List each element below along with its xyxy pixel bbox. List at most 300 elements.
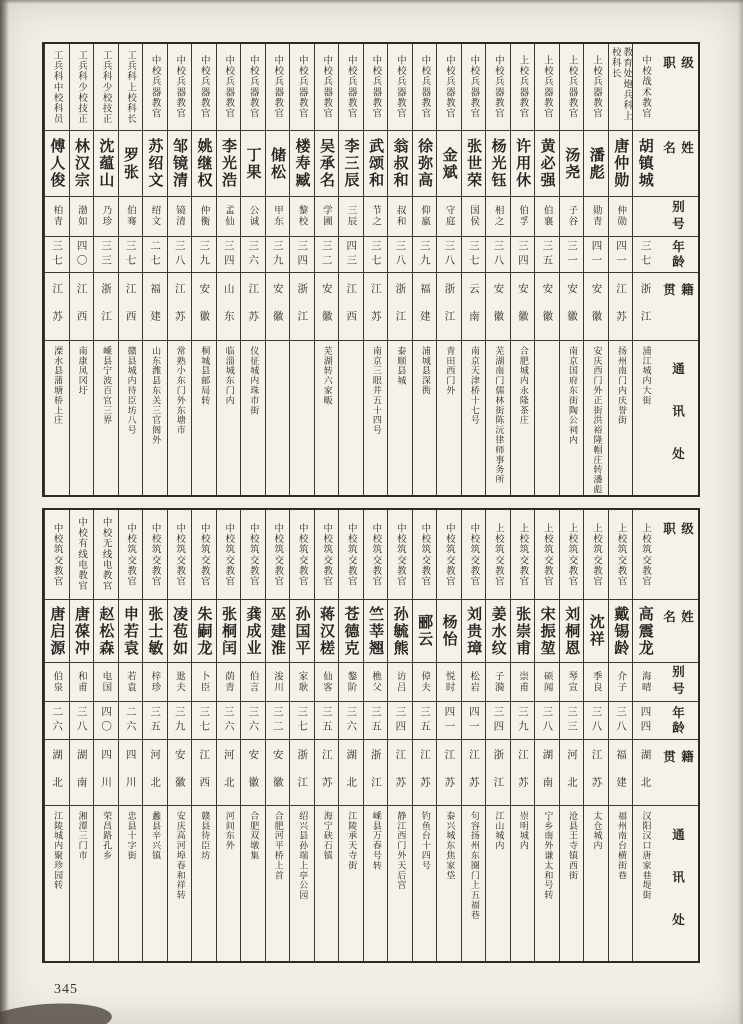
rank-cell: [364, 510, 388, 600]
origin-cell: [168, 273, 192, 341]
alias-text: 三辰: [345, 205, 357, 228]
person-column: [191, 44, 216, 495]
alias-cell: [633, 197, 657, 237]
address-text: 宁乡南外谦太和号转: [542, 811, 553, 901]
name-cell: [192, 600, 216, 663]
rank-text: 中校无线电教官: [100, 517, 112, 592]
name-text: 申若袁: [121, 605, 140, 657]
address-cell: [70, 806, 94, 961]
alias-cell: [266, 663, 290, 702]
address-cell: [339, 806, 363, 961]
name-text: 杨怡: [440, 614, 459, 648]
rank-cell: [413, 510, 437, 600]
address-text: 福州南台横街巷: [615, 811, 626, 881]
address-text: 嵊县宁波百官三界: [101, 346, 112, 426]
age-cell: [633, 237, 657, 273]
address-cell: [462, 806, 486, 961]
name-text: 潘彪: [587, 146, 606, 181]
name-cell: [217, 600, 241, 663]
alias-cell: [143, 197, 167, 237]
person-column: [167, 510, 192, 961]
rank-text: 中校兵器教官: [492, 55, 504, 119]
alias-text: 节之: [370, 205, 382, 228]
origin-cell: [388, 740, 412, 806]
scan-edge-top: [0, 0, 743, 4]
age-text: 三九: [173, 706, 186, 735]
rank-cell: [609, 510, 633, 600]
name-cell: [388, 600, 412, 663]
address-text: 仪征城内珠市街: [248, 346, 259, 416]
rank-cell: [437, 510, 461, 600]
age-cell: [143, 237, 167, 273]
origin-text: 浙江: [100, 283, 113, 338]
name-text: 储松: [269, 146, 287, 181]
address-text: 荣昌路孔乡: [101, 811, 112, 861]
name-text: 刘贵璋: [465, 605, 484, 657]
alias-cell: [437, 197, 461, 237]
alias-text: 介子: [615, 670, 627, 694]
row-header-rank: [657, 510, 698, 600]
alias-cell: [119, 663, 143, 702]
alias-text: 卜臣: [198, 670, 210, 694]
age-cell: [266, 702, 290, 740]
row-header-age: [657, 237, 698, 273]
name-text: 巫建淮: [269, 605, 287, 657]
person-column: [363, 44, 388, 495]
age-cell: [192, 237, 216, 273]
origin-cell: [339, 273, 363, 341]
address-text: 扬州南门内庆誉街: [615, 346, 626, 426]
age-cell: [388, 237, 412, 273]
origin-text: 江苏: [173, 283, 186, 338]
address-cell: [168, 341, 192, 495]
name-cell: [315, 600, 339, 663]
address-cell: [315, 341, 339, 495]
name-cell: [609, 131, 633, 197]
alias-text: 伯孚: [517, 205, 529, 228]
origin-text: 河北: [149, 749, 162, 804]
address-cell: [266, 806, 290, 961]
row-header-origin: [657, 740, 698, 806]
origin-text: 云南: [467, 283, 480, 338]
origin-text: 江苏: [443, 749, 456, 804]
origin-cell: [94, 273, 118, 341]
age-cell: [290, 702, 314, 740]
name-text: 唐启源: [48, 605, 67, 657]
name-text: 朱嗣龙: [195, 605, 214, 657]
person-column: [412, 44, 437, 495]
name-cell: [437, 131, 461, 197]
address-text: 浦城县深衖: [419, 346, 430, 396]
origin-cell: [633, 273, 657, 341]
person-column: [461, 510, 486, 961]
person-column: [142, 510, 167, 961]
origin-cell: [437, 740, 461, 806]
alias-text: 海晴: [639, 670, 651, 694]
age-text: 三七: [639, 240, 652, 269]
name-cell: [560, 600, 584, 663]
row-header-column: [657, 44, 698, 495]
age-cell: [584, 702, 608, 740]
person-column: [69, 510, 94, 961]
person-column: [216, 510, 241, 961]
rank-text: 中校兵器教官: [419, 55, 431, 119]
alias-text: 家耿: [296, 670, 308, 694]
person-column: [608, 44, 633, 495]
address-text: 钓鱼台十四号: [419, 811, 430, 871]
origin-cell: [241, 273, 265, 341]
name-cell: [192, 131, 216, 197]
alias-cell: [364, 663, 388, 702]
rank-text: 中校筑交教官: [149, 522, 161, 587]
address-text: 临淄城东门内: [223, 346, 234, 406]
rank-text: 上校筑交教官: [615, 522, 627, 587]
rank-text: 中校筑交教官: [223, 522, 235, 587]
alias-cell: [266, 197, 290, 237]
name-text: 张世荣: [465, 138, 484, 189]
age-text: 四一: [443, 706, 456, 735]
address-cell: [511, 806, 535, 961]
name-cell: [241, 600, 265, 663]
address-cell: [364, 806, 388, 961]
rank-cell: [241, 44, 265, 131]
row-header-address: [657, 806, 698, 961]
alias-cell: [168, 197, 192, 237]
age-text: 四〇: [75, 240, 88, 269]
name-text: 宋振堃: [538, 605, 557, 657]
name-cell: [290, 600, 314, 663]
origin-cell: [413, 740, 437, 806]
person-column: [289, 44, 314, 495]
alias-cell: [339, 663, 363, 702]
name-text: 赵松森: [97, 605, 116, 657]
name-cell: [266, 600, 290, 663]
rank-text: 上校筑交教官: [566, 522, 578, 587]
name-text: 凌苞如: [170, 605, 189, 657]
roster-table-bottom: [42, 508, 700, 963]
alias-text: 伯言: [247, 670, 259, 694]
rank-cell: [560, 44, 584, 131]
address-text: 南康凤冈圩: [76, 346, 87, 396]
address-text: 合肥河平桥上首: [272, 811, 283, 881]
person-column: [93, 44, 118, 495]
alias-cell: [388, 197, 412, 237]
age-cell: [266, 237, 290, 273]
age-text: 三八: [614, 706, 627, 735]
address-cell: [217, 806, 241, 961]
address-cell: [413, 341, 437, 495]
age-cell: [217, 702, 241, 740]
name-cell: [315, 131, 339, 197]
address-text: 静江西门外天后宫: [395, 811, 406, 891]
person-column: [559, 510, 584, 961]
person-column: [265, 510, 290, 961]
address-text: 芜湖南门儒林街陈沅律师事务所: [493, 346, 504, 485]
rank-text: 上校筑交教官: [492, 522, 504, 587]
alias-text: 仲衡: [198, 205, 210, 228]
alias-text: 梓珍: [149, 670, 161, 694]
age-cell: [241, 702, 265, 740]
scan-edge-left: [0, 0, 9, 1024]
name-cell: [94, 131, 118, 197]
rank-text: 中校筑交教官: [174, 522, 186, 587]
rank-text: 工兵科少校技正: [100, 49, 112, 125]
origin-text: 浙江: [639, 283, 652, 338]
rank-cell: [217, 44, 241, 131]
alias-text: 绍文: [149, 205, 161, 228]
row-header-origin-label: 籍贯: [661, 283, 695, 318]
origin-text: 四川: [100, 749, 113, 804]
rank-text: 中校筑交教官: [468, 522, 480, 587]
age-text: 三九: [271, 240, 284, 269]
origin-cell: [143, 273, 167, 341]
person-column: [314, 44, 339, 495]
alias-cell: [584, 663, 608, 702]
name-text: 翁叔和: [391, 138, 410, 189]
origin-cell: [315, 740, 339, 806]
row-header-name: [657, 600, 698, 663]
row-header-alias-label: 别号: [670, 665, 686, 699]
age-text: 三五: [149, 706, 162, 735]
address-cell: [290, 806, 314, 961]
name-cell: [486, 131, 510, 197]
rank-cell: [462, 44, 486, 131]
address-cell: [266, 341, 290, 495]
age-cell: [339, 237, 363, 273]
address-text: 安庆高河埠春和祥转: [174, 811, 185, 901]
age-cell: [94, 237, 118, 273]
alias-text: 仙客: [321, 670, 333, 694]
age-text: 三六: [247, 706, 260, 735]
age-cell: [290, 237, 314, 273]
name-cell: [266, 131, 290, 197]
name-cell: [584, 600, 608, 663]
address-text: 江山城内: [493, 811, 504, 851]
origin-text: 江苏: [51, 283, 64, 338]
age-cell: [511, 237, 535, 273]
address-cell: [290, 341, 314, 495]
name-text: 张桐闰: [219, 605, 238, 657]
origin-cell: [364, 740, 388, 806]
name-text: 蒋汉槎: [318, 605, 337, 657]
name-cell: [388, 131, 412, 197]
person-column: [608, 510, 633, 961]
origin-cell: [290, 273, 314, 341]
rank-text: 上校兵器教官: [590, 55, 602, 119]
origin-text: 江西: [124, 283, 137, 338]
name-text: 唐仲勋: [612, 138, 631, 189]
alias-text: 伯泉: [51, 670, 63, 694]
origin-cell: [462, 273, 486, 341]
origin-cell: [315, 273, 339, 341]
name-cell: [94, 600, 118, 663]
name-text: 张士敏: [146, 605, 165, 657]
address-cell: [217, 341, 241, 495]
address-cell: [192, 806, 216, 961]
name-cell: [437, 600, 461, 663]
name-cell: [339, 600, 363, 663]
rank-cell: [70, 510, 94, 600]
address-text: 溧水县蒲塘桥上庄: [52, 346, 63, 426]
name-text: 武颂和: [367, 138, 386, 189]
row-header-rank-label: 级职: [661, 56, 695, 96]
address-text: 嵊县万春号转: [370, 811, 381, 871]
age-cell: [560, 237, 584, 273]
row-header-alias-label: 别号: [670, 199, 686, 234]
address-text: 桐城县邮局转: [199, 346, 210, 406]
name-cell: [535, 131, 559, 197]
address-text: 江陵承天寺街: [346, 811, 357, 871]
address-cell: [241, 341, 265, 495]
origin-cell: [584, 740, 608, 806]
origin-text: 江苏: [247, 283, 260, 338]
address-cell: [535, 341, 559, 495]
name-cell: [119, 600, 143, 663]
name-text: 姚继权: [195, 138, 214, 189]
age-cell: [143, 702, 167, 740]
name-text: 丁果: [244, 146, 263, 181]
row-header-origin-label: 籍贯: [661, 750, 695, 785]
rank-text: 中校筑交教官: [198, 522, 210, 587]
rank-text: 中校兵器教官: [321, 55, 333, 119]
address-text: 赣县待臣坊: [199, 811, 210, 861]
alias-text: 叔和: [394, 205, 406, 228]
address-cell: [511, 341, 535, 495]
age-cell: [94, 702, 118, 740]
person-column: [240, 44, 265, 495]
age-cell: [437, 237, 461, 273]
address-cell: [633, 806, 657, 961]
alias-cell: [486, 663, 510, 702]
name-cell: [511, 131, 535, 197]
person-column: [289, 510, 314, 961]
address-cell: [437, 341, 461, 495]
row-header-origin: [657, 273, 698, 341]
rank-cell: [535, 510, 559, 600]
name-cell: [535, 600, 559, 663]
origin-cell: [45, 273, 69, 341]
rank-text: 中校筑交教官: [419, 522, 431, 587]
name-cell: [462, 600, 486, 663]
address-cell: [339, 341, 363, 495]
person-column: [118, 510, 143, 961]
person-column: [632, 44, 657, 495]
rank-text: 中校兵器教官: [198, 55, 210, 119]
origin-text: 浙江: [369, 749, 382, 804]
name-text: 郦云: [416, 614, 435, 648]
alias-cell: [290, 663, 314, 702]
origin-text: 浙江: [394, 283, 407, 338]
address-text: 安庆西门外正街洪裕隆帽庄转潘彪: [591, 346, 602, 495]
address-cell: [560, 341, 584, 495]
alias-cell: [168, 663, 192, 702]
address-text: 太仓城内: [591, 811, 602, 851]
origin-text: 安徽: [320, 283, 333, 338]
age-text: 三四: [296, 240, 309, 269]
origin-cell: [633, 740, 657, 806]
origin-text: 安徽: [173, 749, 186, 804]
alias-text: 逖夫: [173, 670, 185, 694]
age-cell: [609, 237, 633, 273]
alias-text: 琴宣: [566, 670, 578, 694]
person-column: [632, 510, 657, 961]
rank-text: 中校筑交教官: [296, 522, 308, 587]
alias-cell: [584, 197, 608, 237]
person-column: [510, 510, 535, 961]
alias-text: 浚川: [272, 670, 283, 694]
name-cell: [45, 131, 69, 197]
address-text: 海宁硖石镇: [321, 811, 332, 861]
alias-cell: [486, 197, 510, 237]
alias-text: 硕闻: [541, 670, 553, 694]
rank-cell: [192, 44, 216, 131]
page-number: 345: [54, 982, 78, 997]
alias-text: 伯骞: [124, 205, 136, 228]
name-text: 戴锡龄: [612, 605, 631, 657]
address-text: 泰兴城东焦家垈: [444, 811, 455, 881]
address-text: 泰顺县城: [395, 346, 406, 386]
address-cell: [560, 806, 584, 961]
rank-cell: [339, 510, 363, 600]
age-cell: [535, 702, 559, 740]
rank-text: 中校兵器教官: [443, 55, 455, 119]
alias-text: 乃珍: [100, 205, 112, 228]
origin-text: 江苏: [467, 749, 480, 804]
person-column: [436, 44, 461, 495]
alias-text: 鏊阶: [345, 670, 357, 694]
age-text: 二六: [51, 706, 64, 735]
row-header-address-label: 通讯处: [670, 362, 686, 490]
name-text: 苏绍文: [146, 138, 165, 189]
alias-cell: [339, 197, 363, 237]
alias-text: 仲勋: [615, 205, 627, 228]
rank-text: 中校兵器教官: [272, 55, 284, 119]
origin-cell: [192, 740, 216, 806]
name-cell: [143, 131, 167, 197]
age-cell: [364, 237, 388, 273]
address-cell: [119, 341, 143, 495]
origin-text: 河北: [222, 749, 235, 804]
age-text: 三七: [296, 706, 309, 735]
age-text: 三四: [394, 706, 407, 735]
alias-cell: [290, 197, 314, 237]
age-text: 三七: [124, 240, 137, 269]
address-cell: [584, 341, 608, 495]
origin-cell: [511, 273, 535, 341]
rank-text: 中校兵器教官: [345, 55, 357, 119]
address-cell: [609, 341, 633, 495]
alias-cell: [437, 663, 461, 702]
age-cell: [437, 702, 461, 740]
age-cell: [486, 702, 510, 740]
alias-text: 渤如: [75, 205, 87, 228]
origin-cell: [94, 740, 118, 806]
rank-cell: [633, 44, 657, 131]
person-column: [167, 44, 192, 495]
rank-cell: [266, 44, 290, 131]
name-cell: [413, 131, 437, 197]
age-cell: [119, 702, 143, 740]
alias-text: 松岩: [468, 670, 480, 694]
name-cell: [70, 600, 94, 663]
address-cell: [94, 806, 118, 961]
person-column: [69, 44, 94, 495]
rank-text: 工兵科中校科员: [51, 49, 63, 125]
rank-text: 上校筑交教官: [590, 522, 602, 587]
rank-cell: [143, 44, 167, 131]
address-cell: [535, 806, 559, 961]
name-cell: [486, 600, 510, 663]
